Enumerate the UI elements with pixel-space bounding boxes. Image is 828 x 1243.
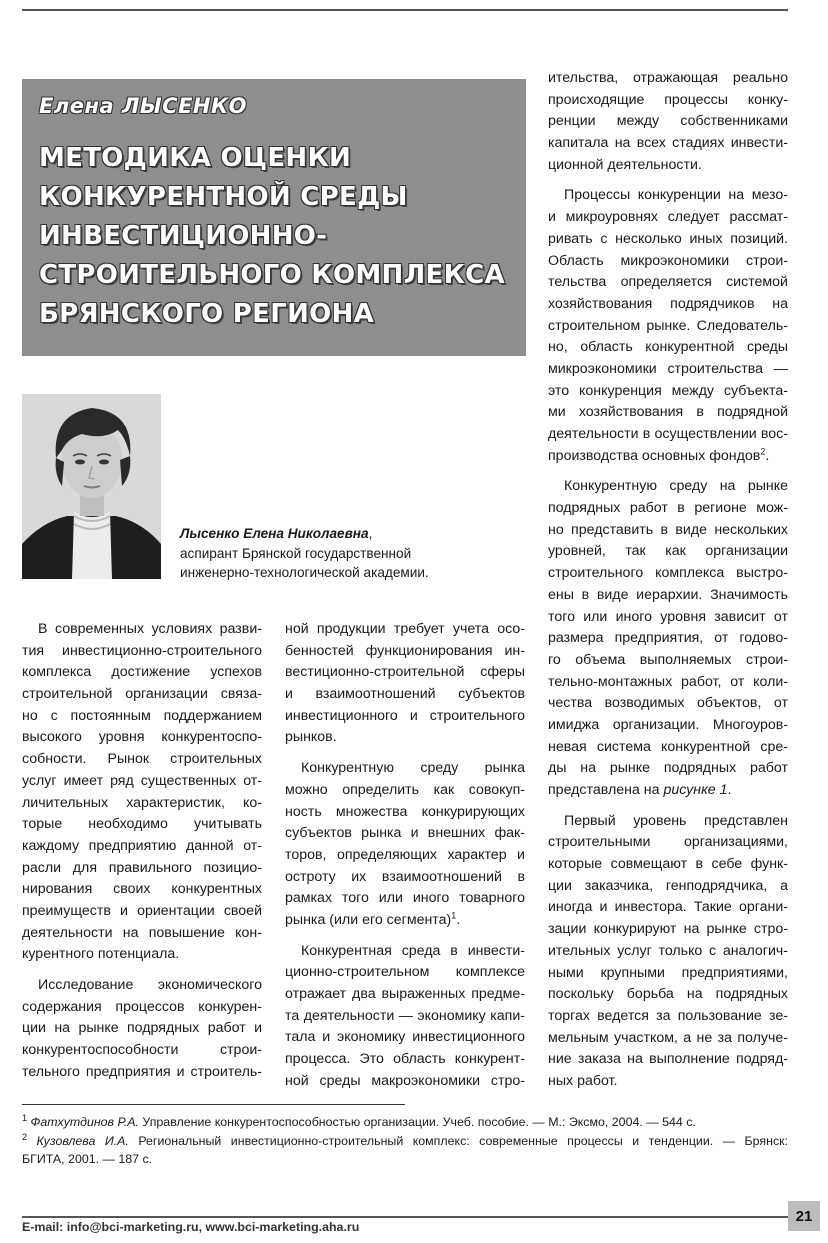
text-line: ены в виде иерархии. Значимость: [548, 586, 788, 603]
text-line: ние заказа на выполнение подряд-: [548, 1051, 788, 1068]
text-line: рамках того или иного товарного: [285, 890, 525, 907]
text-line: конкурентоспособности строи-: [22, 1042, 262, 1059]
text-line: строительными организациями,: [548, 834, 788, 851]
text-line: и взаимоотношений субъектов: [285, 686, 525, 703]
text-line: ции заказчика, генподрядчика, а: [548, 877, 788, 894]
text-line: процесса. Это область конкурент-: [285, 1051, 525, 1068]
text-line: чества возводимых объектов, от: [548, 695, 788, 712]
text-line: размера предприятия, от годово-: [548, 630, 788, 647]
text-line: ными крупными предприятиями,: [548, 964, 788, 981]
text-line: ительных услуг только с аналогич-: [548, 942, 788, 959]
footnote-text: Управление конкурентоспособностью организации. Учеб. пособие. — М.: Эксмо, 2004. — 544 с.: [138, 1115, 696, 1129]
article-title-line: ИНВЕСТИЦИОННО-: [39, 221, 328, 251]
text-line: Исследование экономического: [38, 977, 262, 993]
text-line: рынков.: [285, 729, 337, 746]
text-line: Процессы конкуренции на мезо-: [564, 187, 788, 204]
text-line: Область микроэкономики строи-: [548, 252, 788, 269]
text-line: невая система конкурентной сре-: [548, 738, 788, 755]
text-line: но представить в виде нескольких: [548, 521, 788, 538]
bottom-rule: [22, 1216, 788, 1218]
text-line: Первый уровень представлен: [564, 812, 788, 829]
text-line: субъектов рынка и внешних фак-: [285, 825, 525, 842]
author-bio: [180, 524, 429, 583]
text-line: иногда и инвестора. Такие органи-: [548, 899, 788, 916]
page-number: 21: [788, 1201, 820, 1231]
text-line: ренции между собственниками: [548, 113, 788, 130]
column-left: [22, 619, 262, 1083]
text-line: поскольку борьба на подрядных: [548, 986, 788, 1003]
text-line: зации конкурируют на рынке стро-: [548, 921, 788, 938]
top-rule: [22, 9, 788, 11]
bio-line: аспирант Брянской государственной: [180, 545, 412, 561]
text-line: преимуществ и ориентации своей: [22, 902, 262, 919]
text-line: нирования своих конкурентных: [22, 881, 262, 898]
article-title-line: СТРОИТЕЛЬНОГО КОМПЛЕКСА: [39, 260, 505, 290]
bio-line: инженерно-технологической академии.: [180, 565, 429, 580]
text-line: ной продукции требует учета осо-: [285, 621, 525, 637]
text-line: расли для правильного позицио-: [22, 859, 262, 876]
text-line: ной среды макроэкономики стро-: [285, 1072, 525, 1089]
text-line: торгах ведется за пользование зе-: [548, 1007, 788, 1024]
text-line: ных работ.: [548, 1072, 618, 1089]
text-line: го объема выполняемых строи-: [548, 651, 788, 668]
article-title-line: КОНКУРЕНТНОЙ СРЕДЫ: [39, 182, 408, 212]
text-line: ривать с несколько иных позиций.: [548, 230, 788, 247]
footnote-author: Фатхутдинов Р.А.: [30, 1115, 139, 1129]
text-line: строительного комплекса выстро-: [548, 565, 788, 582]
bio-name: Лысенко Елена Николаевна: [180, 526, 369, 541]
text-line: Конкурентная среда в инвести-: [301, 942, 525, 959]
portrait-illustration: [22, 394, 161, 579]
footnote-number: 2: [22, 1131, 28, 1142]
footnote-rule: [22, 1104, 405, 1105]
text-line: [548, 780, 788, 802]
text-line: уровней, так как организации: [548, 543, 788, 560]
footnote-2-continued: БГИТА, 2001. — 187 с.: [22, 1152, 153, 1166]
text-line: того или иного уровня зависит от: [548, 608, 788, 625]
text-line: ционной деятельности.: [548, 156, 702, 173]
footnote-ref-1: 1: [451, 910, 457, 921]
article-title-line: БРЯНСКОГО РЕГИОНА: [39, 299, 375, 329]
text-line: курентного потенциала.: [22, 946, 180, 963]
text-line: строительном рынке. Следователь-: [548, 317, 788, 334]
text-line: тия инвестиционно-строительного: [22, 642, 262, 659]
text-line: но, область конкурентной среды: [548, 339, 788, 356]
article-title-line: МЕТОДИКА ОЦЕНКИ: [39, 143, 352, 173]
text-line: ды на рынке подрядных работ: [548, 760, 788, 777]
footnotes: [22, 1113, 788, 1169]
author-photo: [22, 394, 161, 579]
text-line: высокого уровня конкурентоспо-: [22, 729, 262, 746]
title-box: [22, 79, 526, 356]
footnote-number: 1: [22, 1112, 28, 1123]
text-line: бенностей функционирования ин-: [285, 642, 525, 659]
text-line: капитала на всех стадиях инвести-: [548, 135, 788, 152]
text-line: Конкурентную среду на рынке: [564, 478, 788, 495]
text-run: .: [727, 782, 732, 798]
text-line: мельным участком, а не за получе-: [548, 1029, 788, 1046]
text-line: ционно-строительном комплексе: [285, 964, 525, 981]
text-line: производства основных фондов$^2$.: [548, 445, 770, 464]
text-line: инвестиционного и строительного: [285, 707, 525, 724]
text-line: имиджа организации. Многоуров-: [548, 716, 788, 733]
text-line: та деятельности — экономику капи-: [285, 1007, 525, 1024]
text-line: вестиционно-строительной сферы: [285, 664, 525, 681]
column-middle: [285, 619, 525, 1092]
text-line: хозяйствования подрядчиков на: [548, 295, 788, 312]
text-line: тельного предприятия и строитель-: [22, 1063, 262, 1080]
text-line: тельства определяется системой: [548, 274, 788, 291]
text-line: услуг имеет ряд существенных от-: [22, 772, 262, 789]
text-line: ми хозяйствования в подрядной: [548, 404, 788, 421]
text-run: представлена на: [548, 782, 664, 798]
text-line: каждому предприятию данной от-: [22, 837, 262, 854]
text-run: рынка (или его сегмента): [285, 911, 452, 928]
text-line: микроэкономики строительства —: [548, 360, 788, 377]
text-line: собности. Рынок строительных: [22, 751, 262, 768]
text-line: но с постоянным поддержанием: [22, 707, 262, 724]
footnote-ref-2: 2: [760, 445, 766, 456]
text-line: ность множества конкурирующих: [285, 803, 525, 820]
footnote-1: [22, 1113, 788, 1132]
text-line: В современных условиях разви-: [38, 621, 262, 637]
bio-name-suffix: ,: [368, 526, 373, 541]
figure-reference: рисунке 1: [663, 782, 728, 798]
text-line: тала и экономику инвестиционного: [285, 1029, 525, 1046]
text-line: отражает два выраженных предме-: [285, 986, 525, 1002]
column-right: [548, 68, 788, 1093]
footer-contact: E-mail: info@bci-marketing.ru, www.bci-marketing.aha.ru: [22, 1220, 360, 1234]
text-line: подрядных работ в регионе мож-: [548, 500, 788, 517]
text-line: строительной организации связа-: [22, 686, 262, 703]
text-line: остроту их взаимоотношений в: [285, 868, 525, 885]
text-line: тельно-монтажных работ, от коли-: [548, 673, 788, 690]
footnote-2: [22, 1132, 788, 1151]
text-line: личительных характеристик, ко-: [22, 794, 262, 811]
text-line: деятельности в осуществлении вос-: [548, 426, 788, 442]
text-line: рынка (или его сегмента)$^1$.: [285, 910, 461, 928]
text-line: это конкуренция между субъекта-: [548, 382, 788, 399]
author-name: Елена ЛЫСЕНКО: [39, 94, 248, 118]
footnote-author: Кузовлева И.А.: [36, 1133, 129, 1148]
text-line: ительства, отражающая реально: [548, 70, 788, 86]
text-line: торов, определяющих характер и: [285, 846, 525, 863]
text-line: комплекса достижение успехов: [22, 664, 262, 681]
text-run: производства основных фондов: [548, 447, 761, 464]
text-line: и микроуровнях следует рассмат-: [548, 209, 788, 226]
text-line: содержания процессов конкурен-: [22, 998, 262, 1015]
text-line: Конкурентную среду рынка: [301, 760, 525, 777]
text-line: торые необходимо учитывать: [22, 816, 262, 833]
text-line: происходящие процессы конку-: [548, 91, 788, 108]
footnote-text: Региональный инвестиционно-строительный комплекс: современные процессы и тенденции. — Брянск:: [128, 1133, 788, 1148]
text-line: можно определить как совокуп-: [285, 781, 525, 798]
text-line: ции на рынке подрядных работ и: [22, 1020, 262, 1037]
text-line: деятельности на повышение кон-: [22, 924, 262, 941]
text-line: которые совмещают в себе функ-: [548, 856, 788, 873]
